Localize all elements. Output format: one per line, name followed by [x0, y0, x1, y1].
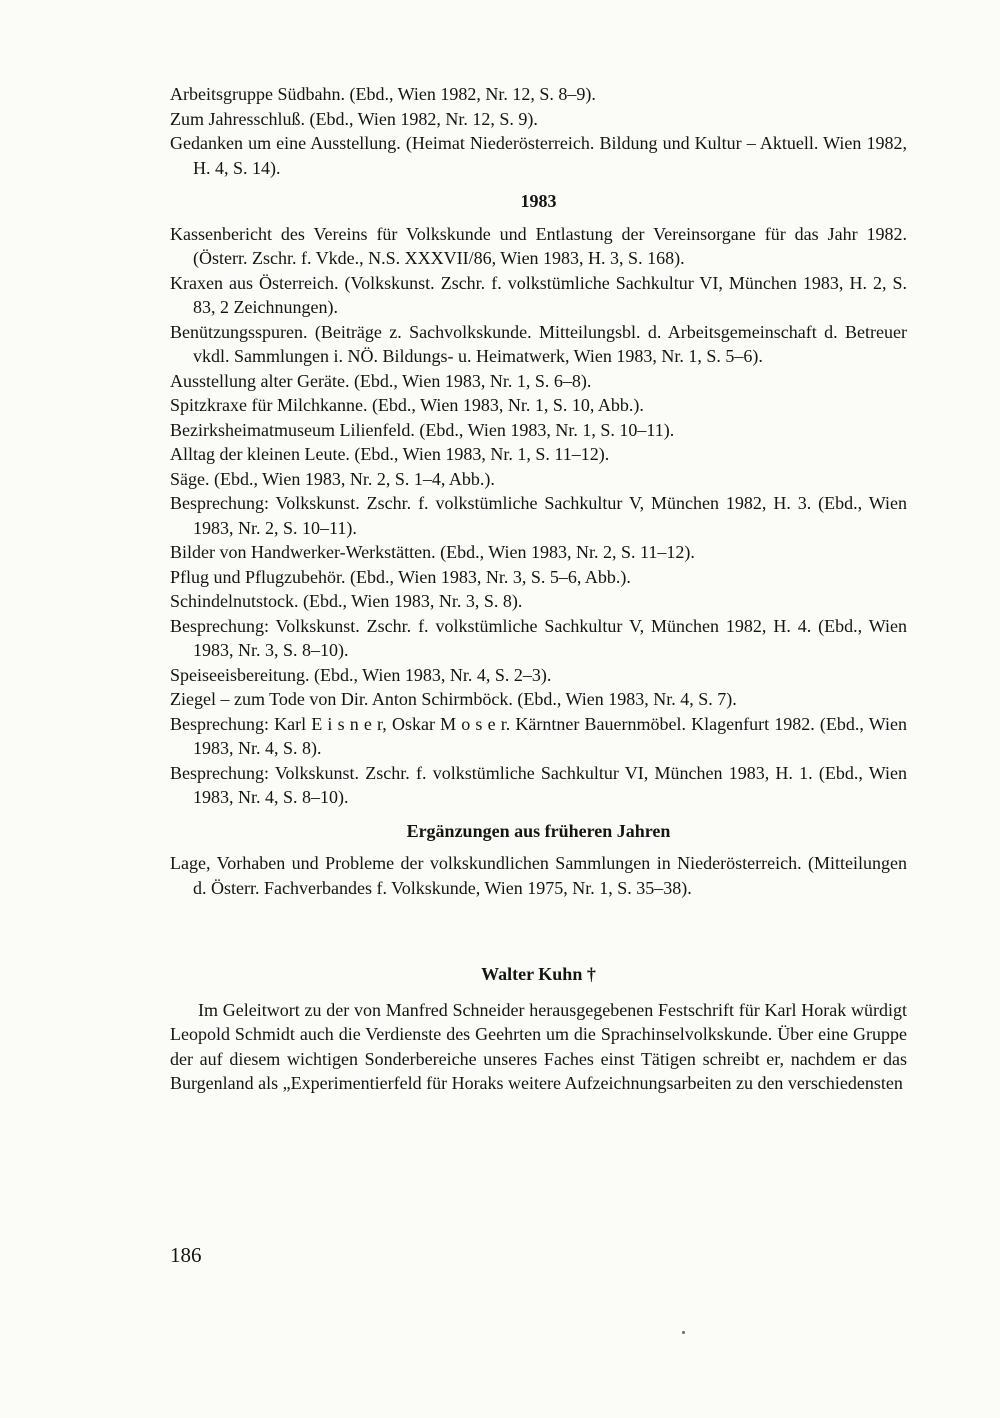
bibliography-entry: Besprechung: Volkskunst. Zschr. f. volkstümliche Sachkultur V, München 1982, H. 3. (Ebd., Wien 1983, Nr. 2, S. 10–11).	[170, 493, 907, 538]
bibliography-entry: Besprechung: Volkskunst. Zschr. f. volkstümliche Sachkultur V, München 1982, H. 4. (Ebd., Wien 1983, Nr. 3, S. 8–10).	[170, 615, 907, 660]
bibliography-section-ergaenzungen	[170, 851, 907, 900]
bibliography-entry: Gedanken um eine Ausstellung. (Heimat Niederösterreich. Bildung und Kultur – Aktuell. Wien 1982, H. 4, S. 14).	[170, 133, 907, 178]
bibliography-entry: Spitzkraxe für Milchkanne. (Ebd., Wien 1983, Nr. 1, S. 10, Abb.).	[170, 395, 644, 415]
bibliography-entry: Ausstellung alter Geräte. (Ebd., Wien 1983, Nr. 1, S. 6–8).	[170, 370, 592, 391]
bibliography-entry: Säge. (Ebd., Wien 1983, Nr. 2, S. 1–4, Abb.).	[170, 468, 495, 489]
bibliography-entry: Schindelnutstock. (Ebd., Wien 1983, Nr. 3, S. 8).	[170, 591, 523, 611]
bibliography-entry: Ziegel – zum Tode von Dir. Anton Schirmböck. (Ebd., Wien 1983, Nr. 4, S. 7).	[170, 689, 737, 709]
bibliography-entry: Alltag der kleinen Leute. (Ebd., Wien 1983, Nr. 1, S. 11–12).	[170, 444, 610, 464]
page-content	[170, 82, 907, 1096]
obituary-paragraph: Im Geleitwort zu der von Manfred Schneider herausgegebenen Festschrift für Karl Horak würdigt Leopold Schmidt auch die Verdienste des Geehrten um die Sprachinselvolkskunde. Über eine Gruppe der auf diesem wichtigen Sonderbereiche unseres Faches einst Tätigen schreibt er, nachdem er das Burgenland als „Experimentierfeld für Horaks weitere Aufzeichnungsarbeiten zu den verschiedensten	[170, 999, 907, 1093]
section-heading-1983: 1983	[520, 191, 557, 211]
bibliography-entry: Bilder von Handwerker-Werkstätten. (Ebd., Wien 1983, Nr. 2, S. 11–12).	[170, 542, 695, 562]
bibliography-entry: Benützungsspuren. (Beiträge z. Sachvolkskunde. Mitteilungsbl. d. Arbeitsgemeinschaft d. Betreuer vkdl. Sammlungen i. NÖ. Bildungs- u. Heimatwerk, Wien 1983, Nr. 1, S. 5–6).	[170, 321, 907, 366]
bibliography-entry: Besprechung: Karl E i s n e r, Oskar M o s e r. Kärntner Bauernmöbel. Klagenfurt 1982. (Ebd., Wien 1983, Nr. 4, S. 8).	[170, 713, 907, 758]
bibliography-entry: Kassenbericht des Vereins für Volkskunde und Entlastung der Vereinsorgane für das Jahr 1982. (Österr. Zschr. f. Vkde., N.S. XXXVII/86, Wien 1983, H. 3, S. 168).	[170, 223, 907, 268]
ink-speck	[682, 1331, 685, 1334]
page-number: 186	[170, 1243, 202, 1267]
bibliography-entry: Kraxen aus Österreich. (Volkskunst. Zschr. f. volkstümliche Sachkultur VI, München 1983, H. 2, S. 83, 2 Zeichnungen).	[170, 272, 907, 317]
bibliography-entry: Besprechung: Volkskunst. Zschr. f. volkstümliche Sachkultur VI, München 1983, H. 1. (Ebd., Wien 1983, Nr. 4, S. 8–10).	[170, 762, 907, 807]
obituary-heading: Walter Kuhn †	[481, 964, 596, 984]
bibliography-section-1983	[170, 222, 907, 810]
bibliography-entry: Lage, Vorhaben und Probleme der volkskundlichen Sammlungen in Niederösterreich. (Mitteilungen d. Österr. Fachverbandes f. Volkskunde, Wien 1975, Nr. 1, S. 35–38).	[170, 853, 907, 898]
bibliography-entry: Bezirksheimatmuseum Lilienfeld. (Ebd., Wien 1983, Nr. 1, S. 10–11).	[170, 419, 675, 440]
bibliography-entry: Pflug und Pflugzubehör. (Ebd., Wien 1983, Nr. 3, S. 5–6, Abb.).	[170, 566, 631, 587]
bibliography-section-1982	[170, 82, 907, 180]
bibliography-entry: Speiseeisbereitung. (Ebd., Wien 1983, Nr. 4, S. 2–3).	[170, 664, 552, 685]
bibliography-entry: Arbeitsgruppe Südbahn. (Ebd., Wien 1982, Nr. 12, S. 8–9).	[170, 84, 596, 104]
section-heading-ergaenzungen: Ergänzungen aus früheren Jahren	[406, 820, 671, 841]
bibliography-entry: Zum Jahresschluß. (Ebd., Wien 1982, Nr. 12, S. 9).	[170, 108, 538, 129]
